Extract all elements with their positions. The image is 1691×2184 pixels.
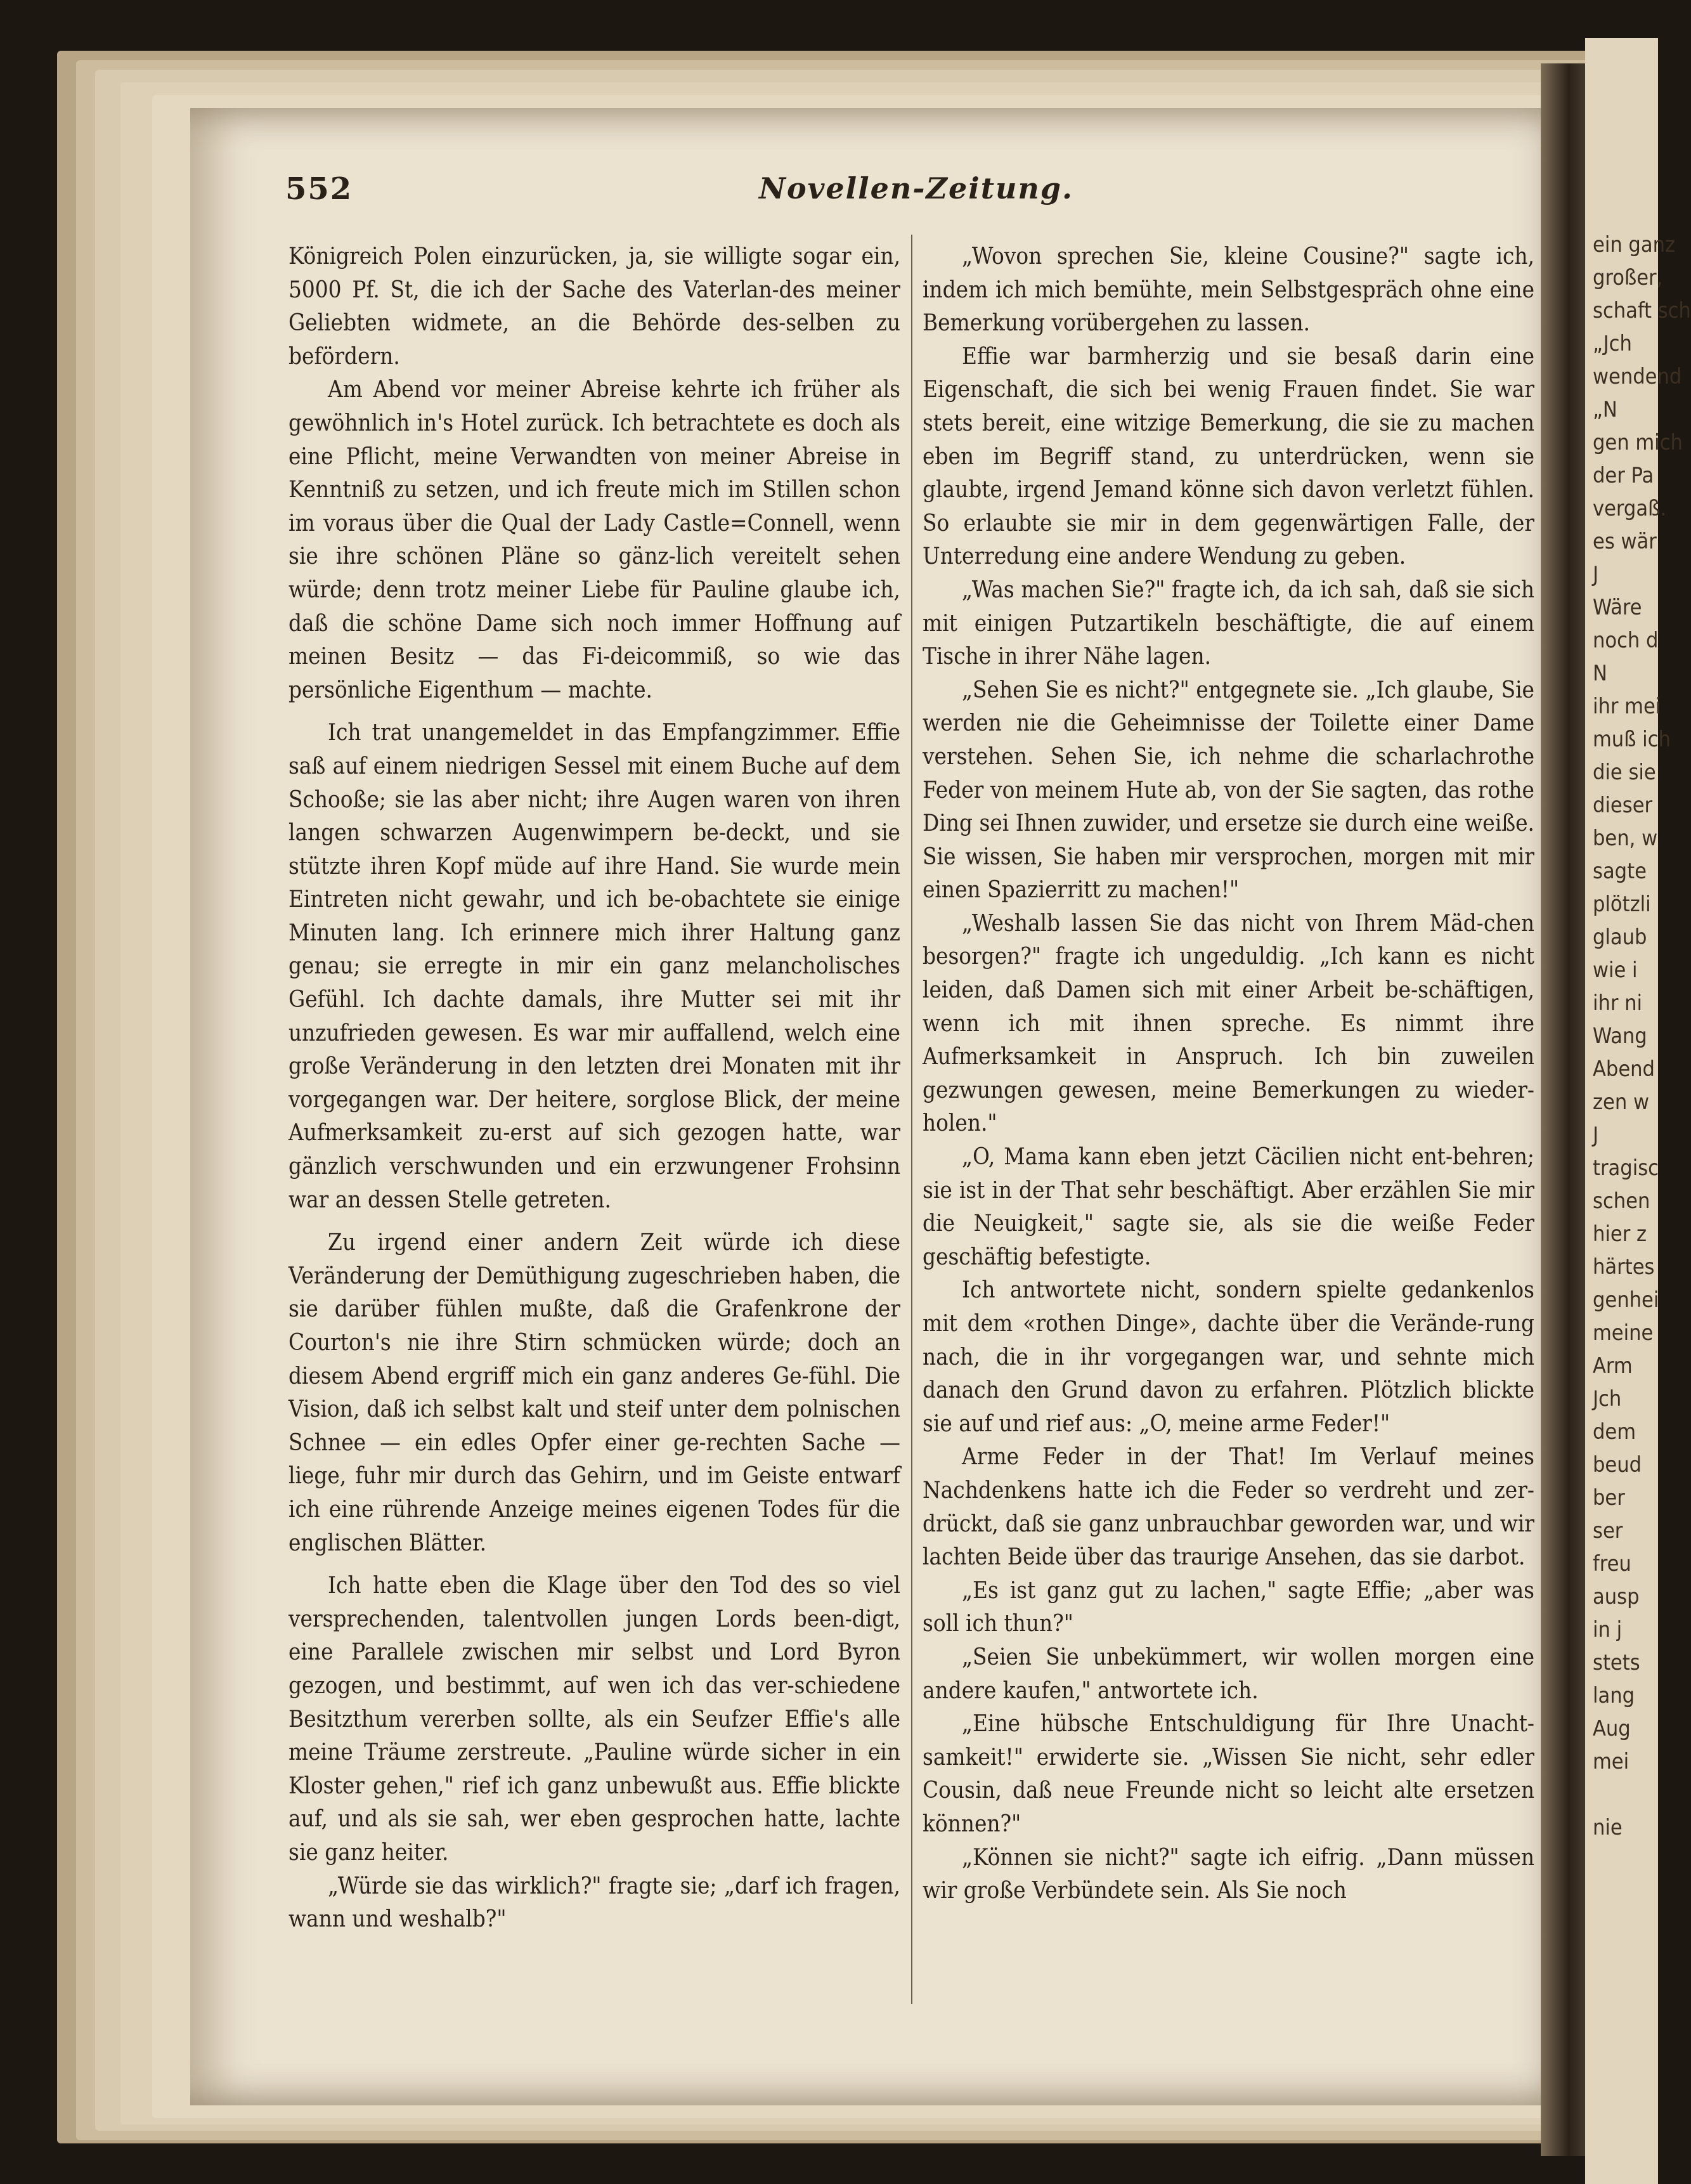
text-column-right	[923, 240, 1534, 2003]
facing-page	[1585, 38, 1691, 2184]
paragraph: Am Abend vor meiner Abreise kehrte ich früher als gewöhnlich in's Hotel zurück. Ich betrachtete es doch als eine Pflicht, meine Verwandten von meiner Abreise in Kenntniß zu setzen, und ich freute mich im Stillen schon im voraus über die Qual der Lady Castle=Connell, wenn sie ihre schönen Pläne so gänz-lich vereitelt sehen würde; denn trotz meiner Liebe für Pauline glaube ich, daß die schöne Dame sich noch immer Hoffnung auf meinen Besitz — das Fi-deicommiß, so wie das persönliche Eigenthum — machte.	[288, 375, 900, 703]
paragraph: „Seien Sie unbekümmert, wir wollen morgen eine andere kaufen," antwortete ich.	[923, 1642, 1534, 1704]
paragraph: „Was machen Sie?" fragte ich, da ich sah, daß sie sich mit einigen Putzartikeln beschäftigte, die auf einem Tische in ihrer Nähe lagen.	[923, 575, 1534, 670]
paragraph: Effie war barmherzig und sie besaß darin eine Eigenschaft, die sich bei wenig Frauen findet. Sie war stets bereit, eine witzige Bemerkung, die sie zu machen eben im Begriff stand, zu unterdrücken, wenn sie glaubte, irgend Jemand könne sich davon verletzt fühlen. So erlaubte sie mir in dem gegenwärtigen Falle, der Unterredung eine andere Wendung zu geben.	[923, 342, 1534, 570]
paragraph: „Sehen Sie es nicht?" entgegnete sie. „Ich glaube, Sie werden nie die Geheimnisse der Toilette einer Dame verstehen. Sehen Sie, ich nehme die scharlachrothe Feder von meinem Hute ab, von der Sie sagten, das rothe Ding sei Ihnen zuwider, und ersetze sie durch eine weiße. Sie wissen, Sie haben mir versprochen, morgen mit mir einen Spazierritt zu machen!"	[923, 675, 1534, 904]
paragraph: „Weshalb lassen Sie das nicht von Ihrem Mäd-chen besorgen?" fragte ich ungeduldig. „Ich kann es nicht leiden, daß Damen sich mit einer Arbeit be-schäftigen, wenn ich mit ihnen spreche. Es nimmt ihre Aufmerksamkeit in Anspruch. Ich bin zuweilen gezwungen gewesen, meine Bemerkungen zu wieder-holen."	[923, 909, 1534, 1137]
paragraph: Zu irgend einer andern Zeit würde ich diese Veränderung der Demüthigung zugeschrieben haben, die sie darüber fühlen mußte, daß die Grafenkrone der Courton's nie ihre Stirn schmücken würde; doch an diesem Abend ergriff mich ein ganz anderes Ge-fühl. Die Vision, daß ich selbst kalt und steif unter dem polnischen Schnee — ein edles Opfer einer ge-rechten Sache — liege, fuhr mir durch das Gehirn, und im Geiste entwarf ich eine rührende Anzeige meines eigenen Todes für die englischen Blätter.	[288, 1228, 900, 1556]
paragraph: „Es ist ganz gut zu lachen," sagte Effie; „aber was soll ich thun?"	[923, 1576, 1534, 1637]
page-number: 552	[285, 171, 353, 207]
paragraph: „O, Mama kann eben jetzt Cäcilien nicht ent-behren; sie ist in der That sehr beschäftigt. Aber erzählen Sie mir die Neuigkeit," sagte sie, als sie die weiße Feder geschäftig befestigte.	[923, 1143, 1534, 1270]
column-divider	[911, 235, 912, 2004]
paragraph: „Wovon sprechen Sie, kleine Cousine?" sagte ich, indem ich mich bemühte, mein Selbstgespräch ohne eine Bemerkung vorübergehen zu lassen.	[923, 242, 1534, 337]
facing-page-text: ein ganz großer, schaft sch „Jch wendend „N gen mich der Pa vergaß. es wär J Wäre noch d N ihr mei muß ich die sie dieser ben, w sagte plötzli glaub wie i ihr ni Wang Abend zen w J tragisc schen hier z härtes genhei meine Arm Jch dem beud ber ser freu ausp in j stets lang Aug mei nie	[1593, 232, 1691, 1840]
paragraph: Ich hatte eben die Klage über den Tod des so viel versprechenden, talentvollen jungen Lords been-digt, eine Parallele zwischen mir selbst und Lord Byron gezogen, und bestimmt, auf wen ich das ver-schiedene Besitzthum vererben sollte, als ein Seufzer Effie's alle meine Träume zerstreute. „Pauline würde sicher in ein Kloster gehen," rief ich ganz unbewußt aus. Effie blickte auf, und als sie sah, wer eben gesprochen hatte, lachte sie ganz heiter.	[288, 1571, 900, 1866]
paragraph: Ich antwortete nicht, sondern spielte gedankenlos mit dem «rothen Dinge», dachte über die Verände-rung nach, die in ihr vorgegangen war, und sehnte mich danach den Grund davon zu erfahren. Plötzlich blickte sie auf und rief aus: „O, meine arme Feder!"	[923, 1276, 1534, 1437]
paragraph: Königreich Polen einzurücken, ja, sie willigte sogar ein, 5000 Pf. St, die ich der Sache des Vaterlan-des meiner Geliebten widmete, an die Behörde des-selben zu befördern.	[288, 242, 900, 370]
running-header	[285, 171, 1547, 216]
journal-title: Novellen-Zeitung.	[758, 171, 1074, 205]
paragraph: „Eine hübsche Entschuldigung für Ihre Unacht-samkeit!" erwiderte sie. „Wissen Sie nicht, sehr edler Cousin, daß neue Freunde nicht so leicht alte ersetzen können?"	[923, 1710, 1534, 1837]
paragraph: Ich trat unangemeldet in das Empfangzimmer. Effie saß auf einem niedrigen Sessel mit einem Buche auf dem Schooße; sie las aber nicht; ihre Augen waren von ihren langen schwarzen Augenwimpern be-deckt, und sie stützte ihren Kopf müde auf ihre Hand. Sie wurde mein Eintreten nicht gewahr, und ich be-obachtete sie einige Minuten lang. Ich erinnere mich ihrer Haltung ganz genau; sie erregte in mir ein ganz melancholisches Gefühl. Ich dachte damals, ihre Mutter sei mit ihr unzufrieden gewesen. Es war mir auffallend, welch eine große Veränderung in den letzten drei Monaten mit ihr vorgegangen war. Der heitere, sorglose Blick, der meine Aufmerksamkeit zu-erst auf sich gezogen hatte, war gänzlich verschwunden und ein erzwungener Frohsinn war an dessen Stelle getreten.	[288, 718, 900, 1213]
text-column-left	[288, 240, 900, 2003]
paragraph: „Können sie nicht?" sagte ich eifrig. „Dann müssen wir große Verbündete sein. Als Sie noch	[923, 1843, 1534, 1904]
paragraph: „Würde sie das wirklich?" fragte sie; „darf ich fragen, wann und weshalb?"	[288, 1871, 900, 1933]
book-gutter	[1541, 63, 1591, 2156]
paragraph: Arme Feder in der That! Im Verlauf meines Nachdenkens hatte ich die Feder so verdreht und zer-drückt, daß sie ganz unbrauchbar geworden war, und wir lachten Beide über das traurige Ansehen, das sie darbot.	[923, 1443, 1534, 1571]
